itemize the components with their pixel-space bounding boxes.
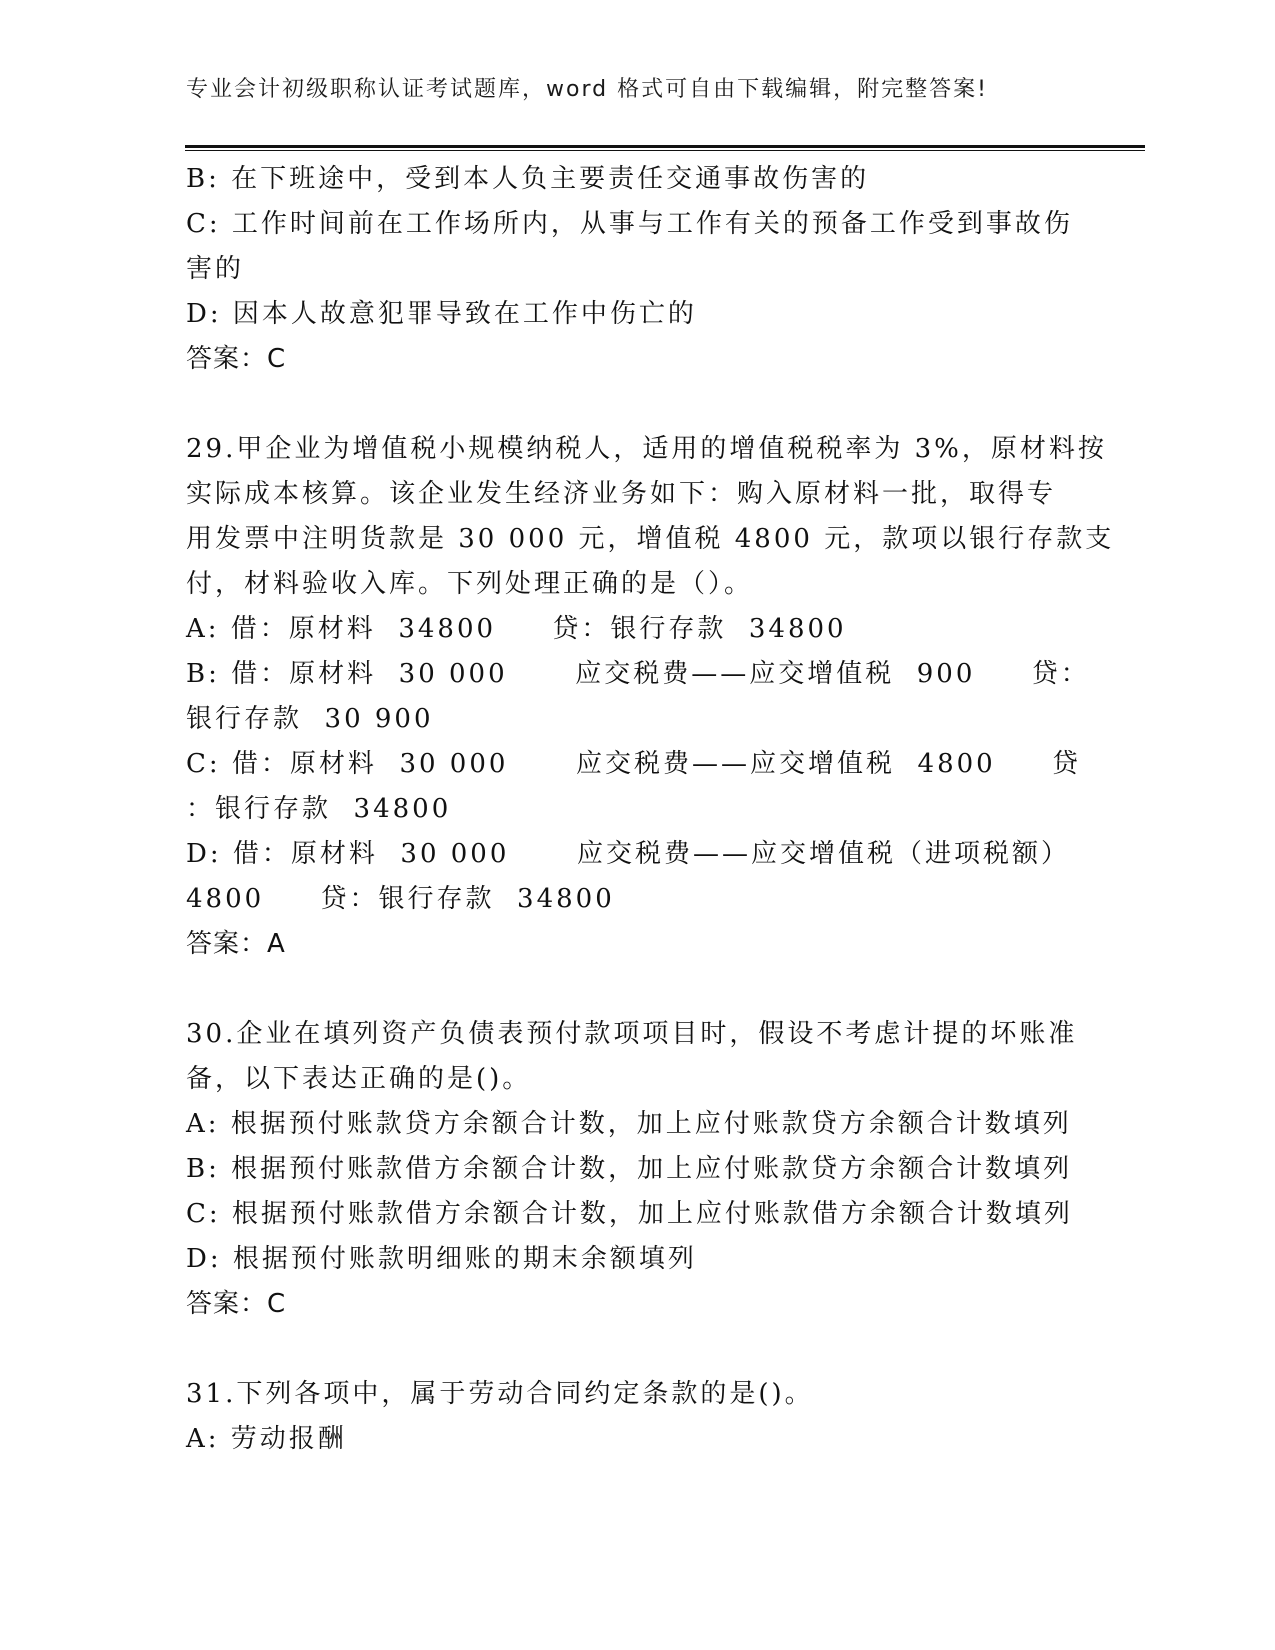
q29-stem-line1: 29.甲企业为增值税小规模纳税人，适用的增值税税率为 3%，原材料按 <box>186 434 1107 464</box>
question-29 <box>186 427 1115 967</box>
q29-option-b-line1: B: 借：原材料 30 000 应交税费——应交增值税 900 贷： <box>186 659 1090 689</box>
q28-option-c-line1: C: 工作时间前在工作场所内，从事与工作有关的预备工作受到事故伤 <box>186 209 1073 239</box>
q30-option-d: D: 根据预付账款明细账的期末余额填列 <box>186 1244 697 1274</box>
q31-option-a: A: 劳动报酬 <box>186 1424 347 1454</box>
q29-stem-line4: 付，材料验收入库。下列处理正确的是（）。 <box>186 569 754 599</box>
header-rule-thin <box>185 150 1145 151</box>
document-body <box>186 157 1115 1462</box>
spacer <box>186 1327 1086 1372</box>
q29-option-d-line1: D: 借：原材料 30 000 应交税费——应交增值税（进项税额） <box>186 839 1070 869</box>
header-rule-thick <box>185 145 1145 148</box>
question-28-tail <box>186 157 1086 382</box>
q31-stem: 31.下列各项中，属于劳动合同约定条款的是()。 <box>186 1379 814 1409</box>
q29-option-b-line2: 银行存款 30 900 <box>186 704 434 734</box>
q30-option-c: C: 根据预付账款借方余额合计数，加上应付账款借方余额合计数填列 <box>186 1199 1073 1229</box>
q30-answer: 答案：C <box>186 1289 287 1319</box>
q29-option-d-line2: 4800 贷：银行存款 34800 <box>186 884 615 914</box>
q28-answer: 答案：C <box>186 344 287 374</box>
q28-option-c-line2: 害的 <box>186 254 245 284</box>
q30-stem-line1: 30.企业在填列资产负债表预付款项项目时，假设不考虑计提的坏账准 <box>186 1019 1078 1049</box>
q29-answer: 答案：A <box>186 929 286 959</box>
q28-option-d: D: 因本人故意犯罪导致在工作中伤亡的 <box>186 299 697 329</box>
q29-option-a: A: 借：原材料 34800 贷：银行存款 34800 <box>186 614 847 644</box>
q30-option-b: B: 根据预付账款借方余额合计数，加上应付账款贷方余额合计数填列 <box>186 1154 1073 1184</box>
q29-option-c-line1: C: 借：原材料 30 000 应交税费——应交增值税 4800 贷 <box>186 749 1082 779</box>
question-30 <box>186 1012 1086 1327</box>
q29-stem-line3: 用发票中注明货款是 30 000 元，增值税 4800 元，款项以银行存款支 <box>186 524 1115 554</box>
q30-stem-line2: 备，以下表达正确的是()。 <box>186 1064 532 1094</box>
spacer <box>186 967 1086 1012</box>
q30-option-a: A: 根据预付账款贷方余额合计数，加上应付账款贷方余额合计数填列 <box>186 1109 1072 1139</box>
spacer <box>186 382 1086 427</box>
page-header-title: 专业会计初级职称认证考试题库，word 格式可自由下载编辑，附完整答案! <box>186 77 988 102</box>
q29-option-c-line2: ：银行存款 34800 <box>186 794 452 824</box>
q29-stem-line2: 实际成本核算。该企业发生经济业务如下：购入原材料一批，取得专 <box>186 479 1057 509</box>
q28-option-b: B: 在下班途中，受到本人负主要责任交通事故伤害的 <box>186 164 870 194</box>
question-31 <box>186 1372 1086 1462</box>
